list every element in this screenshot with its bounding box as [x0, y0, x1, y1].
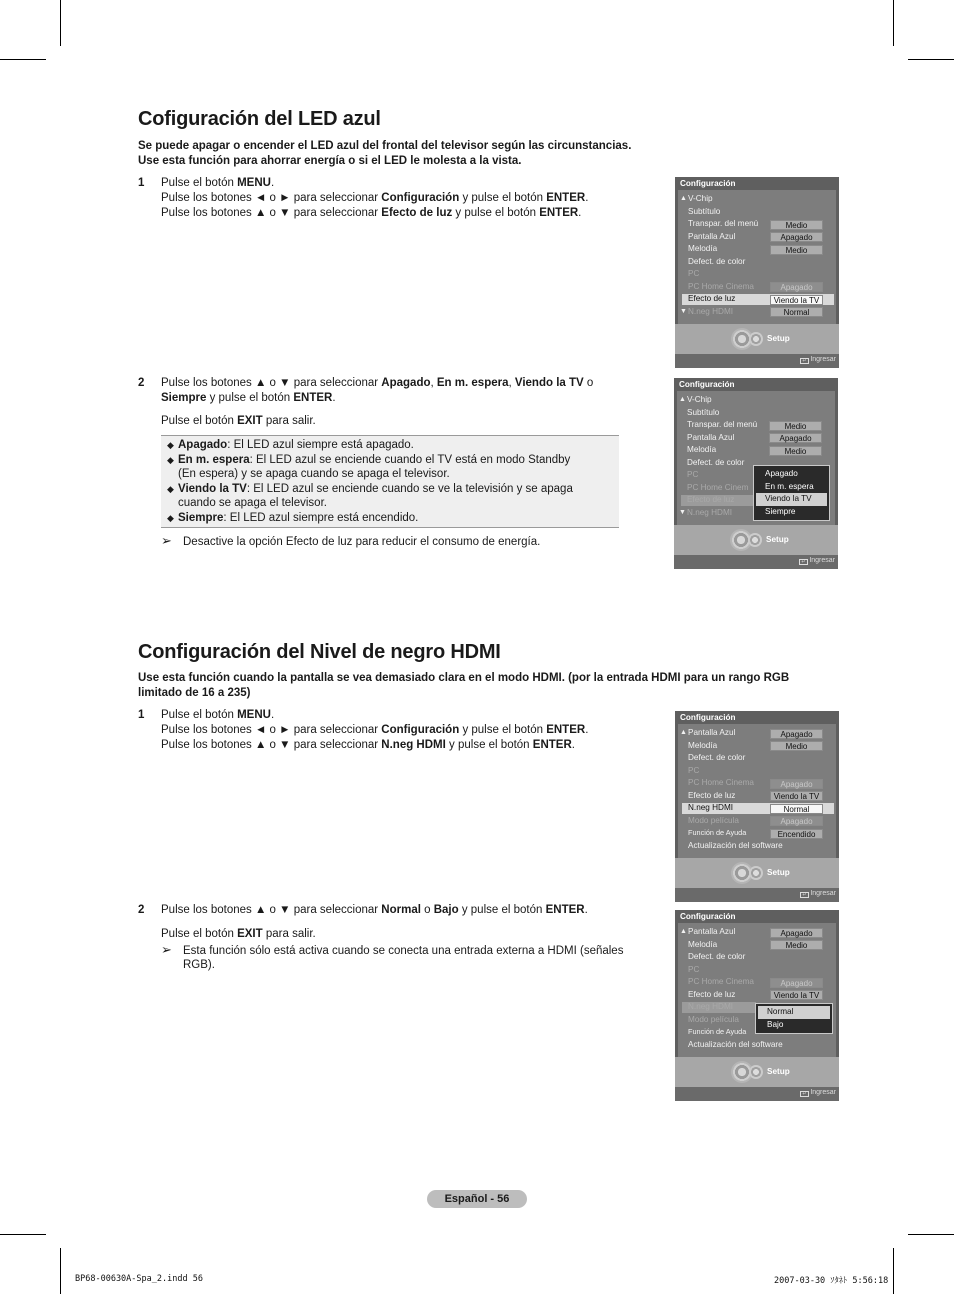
osd-row: Modo película [688, 1014, 739, 1024]
osd-footer: Setup [675, 858, 839, 888]
osd-row[interactable]: Defect. de color [688, 256, 746, 266]
osd-row-selected[interactable]: Efecto de luz [677, 494, 835, 507]
arrow-down-icon: ▼ [679, 508, 686, 516]
arrow-up-icon: ▲ [680, 195, 687, 202]
osd-dropdown [753, 465, 830, 521]
osd-row[interactable]: Efecto de luz Viendo la TV [678, 790, 836, 803]
section-title-hdmi: Configuración del Nivel de negro HDMI [138, 641, 501, 663]
osd-row: ▼ N.neg HDMI [677, 507, 835, 520]
arrow-up-icon: ▲ [680, 729, 687, 736]
crop-mark [908, 59, 954, 60]
osd-row: ▼ N.neg HDMI Normal [678, 306, 836, 319]
osd-row-selected[interactable]: Efecto de luz Viendo la TV [678, 293, 836, 306]
page-number-badge: Español - 56 [427, 1190, 527, 1208]
osd-footer: Setup [675, 324, 839, 354]
list-item: ◆ Viendo la TV: El LED azul se enciende cuando se ve la televisión y se apaga cuando se apaga el televisor. [167, 482, 573, 510]
osd-row: PC Home Cinem [687, 482, 749, 492]
osd-row[interactable]: Pantalla Azul Apagado [678, 231, 836, 244]
osd-menu-nneg-hdmi [675, 711, 839, 901]
osd-row: PC Home Cinema Apagado [678, 281, 836, 294]
section-intro-led: Se puede apagar o encender el LED azul del frontal del televisor según las circunstancias. Use esta función para ahorrar energía o si el LED le molesta a la vista. [138, 140, 632, 167]
osd-status: ↵ Ingresar [675, 888, 839, 902]
crop-mark [893, 0, 894, 46]
osd-title: Configuración [680, 713, 736, 722]
osd-row[interactable]: ▲ V-Chip [678, 193, 836, 206]
osd-menu-efecto-luz-popup [674, 378, 838, 568]
arrow-up-icon: ▲ [679, 396, 686, 403]
osd-row[interactable]: Defect. de color [687, 457, 745, 467]
osd-row[interactable]: Actualización del software [688, 1039, 783, 1049]
crop-mark [908, 1234, 954, 1235]
arrow-down-icon: ▼ [680, 307, 687, 315]
osd-menu-nneg-hdmi-popup [675, 910, 839, 1100]
osd-row[interactable]: Melodía Medio [678, 939, 836, 952]
section-intro-hdmi: Use esta función cuando la pantalla se vea demasiado clara en el modo HDMI. (por la entrada HDMI para un rango RGB limitado de 16 a 235) [138, 672, 790, 699]
dropdown-option[interactable]: Siempre [765, 506, 796, 516]
dropdown-option[interactable]: En m. espera [765, 481, 814, 491]
osd-row[interactable]: Melodía Medio [678, 740, 836, 753]
osd-row[interactable]: Transpar. del menú Medio [677, 419, 835, 432]
dropdown-option-selected[interactable]: Normal [758, 1006, 830, 1019]
osd-row[interactable]: ▲ Pantalla Azul Apagado [678, 926, 836, 939]
crop-mark [60, 0, 61, 46]
osd-row: PC [687, 470, 699, 479]
list-item: ◆ Siempre: El LED azul siempre está encendido. [167, 511, 419, 524]
osd-row: PC Home Cinema Apagado [678, 777, 836, 790]
osd-row[interactable]: Defect. de color [688, 753, 746, 762]
osd-row[interactable]: Melodía Medio [678, 243, 836, 256]
osd-title: Configuración [680, 912, 736, 921]
list-item: ◆ Apagado: El LED azul siempre está apagado. [167, 439, 414, 451]
osd-row[interactable]: Función de Ayuda [688, 1027, 747, 1036]
osd-row: PC [688, 269, 700, 278]
osd-row: PC Home Cinema Apagado [678, 976, 836, 989]
enter-icon: ↵ [800, 1091, 809, 1097]
note-arrow-icon: ➢ [161, 942, 172, 957]
osd-status: ↵ Ingresar [675, 354, 839, 368]
enter-icon: ↵ [800, 892, 809, 898]
osd-row[interactable]: Actualización del software [688, 840, 783, 850]
crop-mark [0, 1234, 46, 1235]
osd-dropdown [755, 1003, 833, 1034]
dropdown-option[interactable]: Apagado [765, 469, 798, 478]
arrow-up-icon: ▲ [680, 928, 687, 935]
options-list [161, 435, 619, 528]
osd-row[interactable]: Pantalla Azul Apagado [677, 432, 835, 445]
osd-row[interactable]: Transpar. del menú Medio [678, 218, 836, 231]
crop-mark [893, 1248, 894, 1294]
osd-status: ↵ Ingresar [675, 1087, 839, 1101]
list-item: ◆ En m. espera: El LED azul se enciende cuando el TV está en modo Standby (En espera) y se apaga cuando se apaga el televisor. [167, 453, 571, 481]
print-date-info: 2007-03-30 ｿﾀﾈﾄ 5:56:18 [774, 1276, 889, 1286]
dropdown-option-selected[interactable]: Viendo la TV [756, 493, 827, 506]
osd-row: Modo película Apagado [678, 815, 836, 828]
osd-row[interactable]: ▲ Pantalla Azul Apagado [678, 727, 836, 740]
note-arrow-icon: ➢ [161, 533, 172, 548]
diamond-bullet-icon: ◆ [167, 512, 174, 523]
osd-row-selected[interactable]: N.neg HDMI [678, 1001, 836, 1014]
enter-icon: ↵ [800, 358, 809, 364]
osd-row[interactable]: ▲ V-Chip [677, 394, 835, 407]
osd-footer: Setup [675, 1057, 839, 1087]
osd-row[interactable]: Defect. de color [688, 952, 746, 961]
osd-row: PC [688, 765, 700, 775]
osd-row[interactable]: Función de Ayuda Encendido [678, 827, 836, 840]
gear-icon [749, 332, 763, 346]
osd-title: Configuración [679, 380, 735, 389]
dropdown-option[interactable]: Bajo [767, 1019, 784, 1029]
diamond-bullet-icon: ◆ [167, 454, 174, 465]
osd-row: PC [688, 964, 700, 974]
diamond-bullet-icon: ◆ [167, 440, 174, 450]
gear-icon [748, 533, 762, 547]
enter-icon: ↵ [799, 559, 808, 565]
crop-mark [0, 59, 46, 60]
osd-row-selected[interactable]: N.neg HDMI Normal [678, 802, 836, 815]
osd-title: Configuración [680, 179, 736, 188]
gear-icon [749, 1065, 763, 1079]
osd-row[interactable]: Subtítulo [688, 206, 721, 216]
section-title-led: Cofiguración del LED azul [138, 108, 381, 130]
osd-row[interactable]: Efecto de luz Viendo la TV [678, 989, 836, 1002]
osd-row[interactable]: Subtítulo [687, 407, 720, 417]
osd-status: ↵ Ingresar [674, 555, 838, 569]
osd-row[interactable]: Melodía Medio [677, 444, 835, 457]
osd-menu-efecto-luz [675, 177, 839, 367]
print-file-info: BP68-00630A-Spa_2.indd 56 [75, 1274, 203, 1284]
gear-icon [749, 866, 763, 880]
osd-footer: Setup [674, 525, 838, 555]
diamond-bullet-icon: ◆ [167, 483, 174, 494]
crop-mark [60, 1248, 61, 1294]
